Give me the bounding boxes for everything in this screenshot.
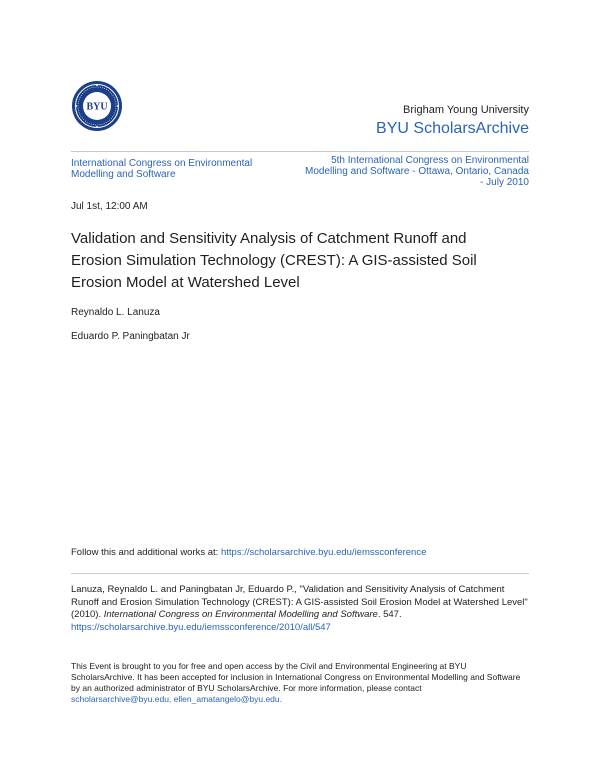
series-link-left[interactable]: International Congress on Environmental Modelling and Software <box>71 158 253 180</box>
series-link-right[interactable]: 5th International Congress on Environmental Modelling and Software - Ottawa, Ontario, Canada - July 2010 <box>304 155 529 188</box>
follow-link[interactable]: https://scholarsarchive.byu.edu/iemssconference <box>220 547 427 558</box>
citation-block: Lanuza, Reynaldo L. and Paningbatan Jr, Eduardo P., "Validation and Sensitivity Analysis of Catchment Runoff and Erosion Simulation Technology (CREST): A GIS-assisted Soil Erosion Model at Watershed Level" (2010). International Congress on Environmental Modelling and Software. 547. https://scholarsarchive.byu.edu/iemssconference/2010/all/547 <box>71 584 528 633</box>
paper-title: Validation and Sensitivity Analysis of Catchment Runoff and Erosion Simulation Technology (CREST): A GIS-assisted Soil Erosion Model at Watershed Level <box>71 230 477 291</box>
author-2: Eduardo P. Paningbatan Jr <box>71 331 190 342</box>
byu-seal-icon <box>71 80 123 132</box>
follow-line <box>71 547 426 558</box>
citation-number: 547. <box>383 609 402 620</box>
citation-divider <box>71 573 529 574</box>
event-date: Jul 1st, 12:00 AM <box>71 201 148 212</box>
logo-text: BYU <box>86 101 108 113</box>
contact-email-link[interactable]: scholarsarchive@byu.edu, ellen_amatangelo@byu.edu. <box>71 694 282 704</box>
citation-link[interactable]: https://scholarsarchive.byu.edu/iemssconference/2010/all/547 <box>71 621 331 633</box>
header-divider <box>71 151 529 152</box>
citation-journal: International Congress on Environmental Modelling and Software <box>103 609 378 620</box>
notice-text: This Event is brought to you for free and open access by the Civil and Environmental Engineering at BYU ScholarsArchive. It has been accepted for inclusion in International Congress on Environmental Modelling and Software by an authorized administrator of BYU ScholarsArchive. For more information, please contact <box>71 661 521 693</box>
citation-text: Lanuza, Reynaldo L. and Paningbatan Jr, Eduardo P., "Validation and Sensitivity Analysis of Catchment Runoff and Erosion Simulation Technology (CREST): A GIS-assisted Soil Erosion Model at Watershed Level" (2010). <box>71 584 528 620</box>
author-1: Reynaldo L. Lanuza <box>71 307 160 318</box>
follow-prefix: Follow this and additional works at: <box>71 547 219 558</box>
access-notice <box>71 661 531 705</box>
archive-link[interactable]: BYU ScholarsArchive <box>376 120 529 137</box>
institution-name: Brigham Young University <box>403 104 529 116</box>
